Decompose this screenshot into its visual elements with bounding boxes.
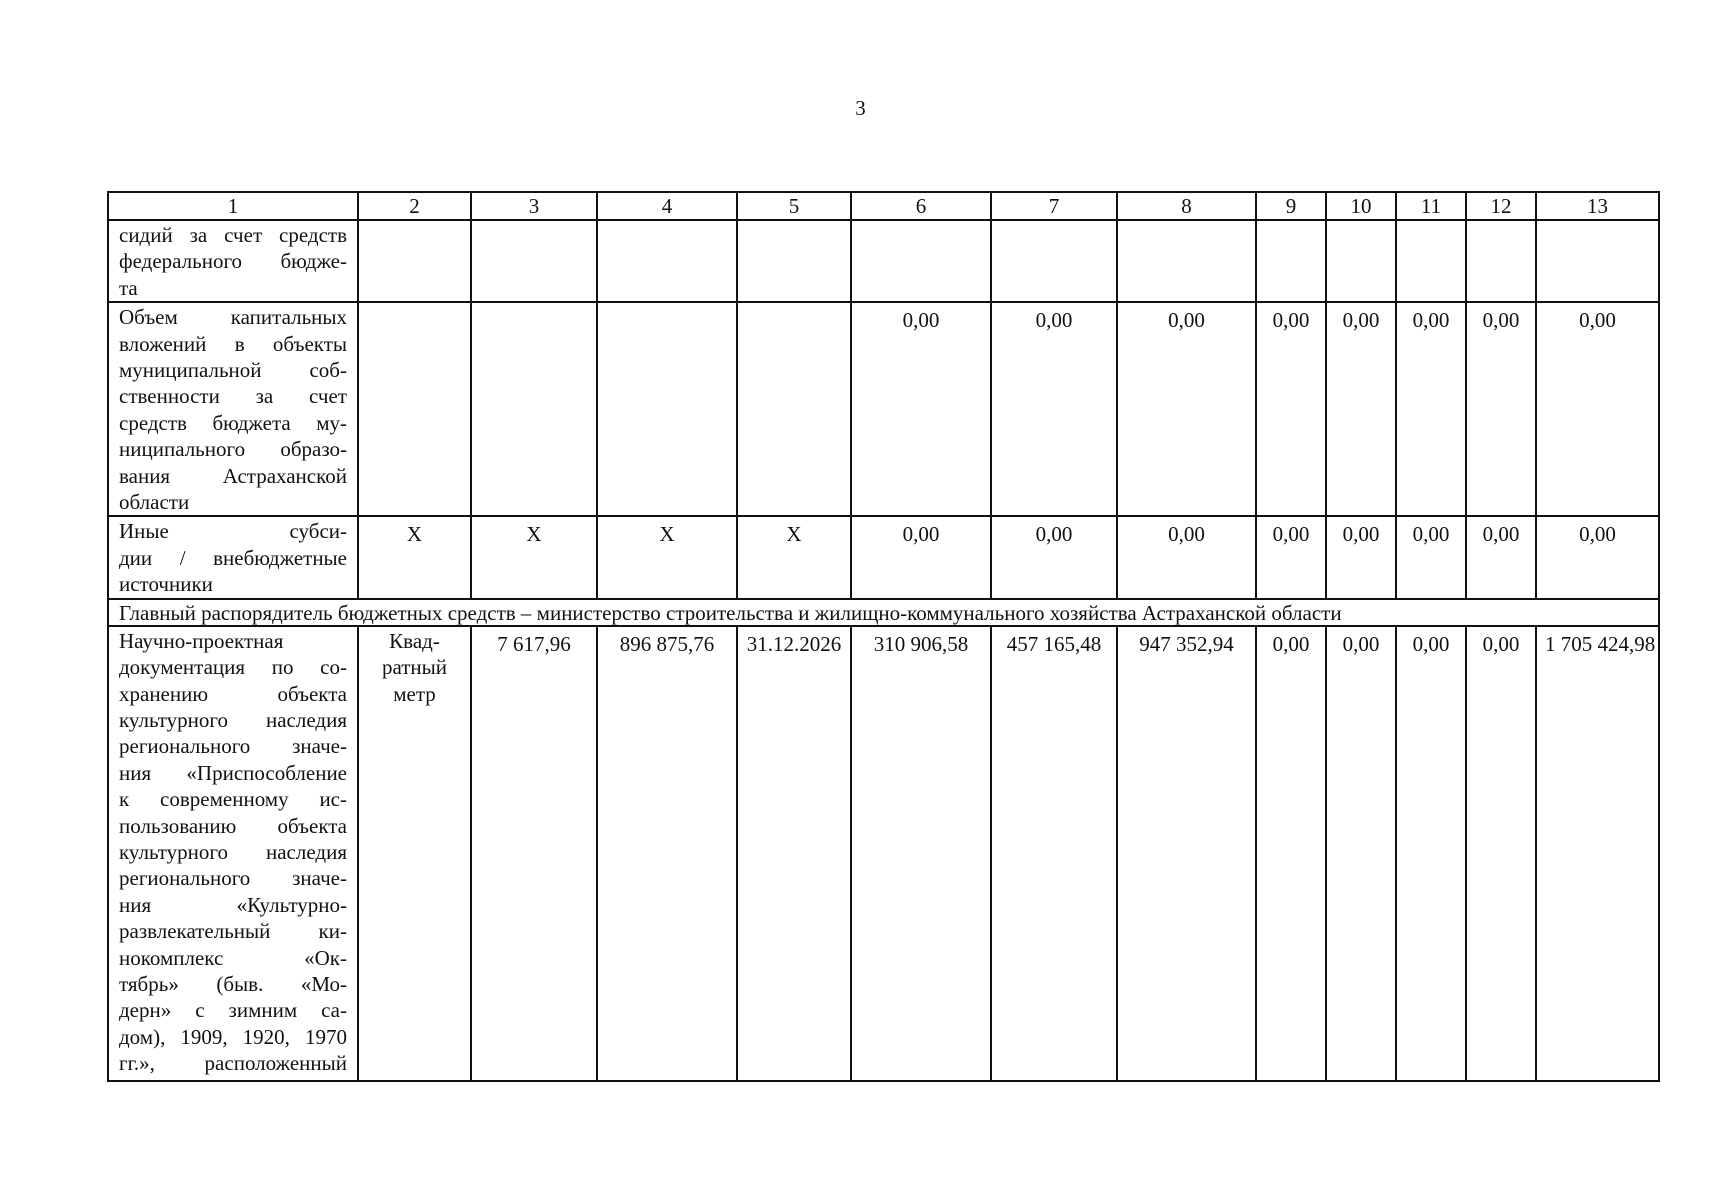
budget-table bbox=[107, 191, 1660, 1082]
name-line: Научно-проектная bbox=[119, 628, 284, 653]
header-cell: 7 bbox=[991, 192, 1117, 220]
empty-cell bbox=[737, 302, 851, 516]
name-line: нокомплекс «Ок- bbox=[119, 945, 347, 970]
value-cell: 0,00 bbox=[1466, 302, 1536, 516]
table-row-municipal bbox=[108, 302, 1659, 516]
header-cell: 12 bbox=[1466, 192, 1536, 220]
value-cell: 0,00 bbox=[1466, 626, 1536, 1081]
name-line: вложений в объекты bbox=[119, 331, 347, 356]
unit-line: ратный bbox=[381, 655, 448, 680]
name-line: ственности за счет bbox=[119, 384, 347, 409]
capacity-cell: 7 617,96 bbox=[471, 626, 597, 1081]
value-cell: 0,00 bbox=[1256, 302, 1326, 516]
empty-cell bbox=[1117, 220, 1256, 302]
value-cell: 0,00 bbox=[851, 516, 991, 598]
value-cell: 310 906,58 bbox=[851, 626, 991, 1081]
section-row bbox=[108, 599, 1659, 626]
header-row bbox=[108, 192, 1659, 220]
table-row-federal bbox=[108, 220, 1659, 302]
header-cell: 2 bbox=[358, 192, 471, 220]
value-cell: 0,00 bbox=[1396, 302, 1466, 516]
name-line: та bbox=[119, 275, 138, 300]
name-line: ния «Приспособление bbox=[119, 760, 347, 785]
name-line: ния «Культурно- bbox=[119, 892, 347, 917]
header-cell: 8 bbox=[1117, 192, 1256, 220]
unit-line: метр bbox=[393, 681, 436, 706]
empty-cell bbox=[1256, 220, 1326, 302]
value-cell: 0,00 bbox=[1117, 516, 1256, 598]
name-line: регионального значе- bbox=[119, 866, 347, 891]
name-line: области bbox=[119, 490, 190, 515]
table-row-project bbox=[108, 626, 1659, 1081]
name-line: регионального значе- bbox=[119, 734, 347, 759]
empty-cell bbox=[737, 220, 851, 302]
name-line: ниципального образо- bbox=[119, 437, 347, 462]
name-line: развлекательный ки- bbox=[119, 919, 347, 944]
name-line: дом), 1909, 1920, 1970 bbox=[119, 1024, 347, 1049]
header-cell: 6 bbox=[851, 192, 991, 220]
x-mark-cell: X bbox=[471, 516, 597, 598]
value-cell: 0,00 bbox=[1396, 516, 1466, 598]
total-cell: 1 705 424,98 bbox=[1536, 626, 1659, 1081]
x-mark-cell: X bbox=[358, 516, 471, 598]
name-line: тябрь» (быв. «Мо- bbox=[119, 971, 347, 996]
empty-cell bbox=[1326, 220, 1396, 302]
header-cell: 10 bbox=[1326, 192, 1396, 220]
name-line: средств бюджета му- bbox=[119, 410, 347, 435]
row-name-cell bbox=[108, 626, 358, 1081]
table-row-other bbox=[108, 516, 1659, 598]
empty-cell bbox=[358, 302, 471, 516]
name-line: хранению объекта bbox=[119, 681, 347, 706]
value-cell: 0,00 bbox=[1326, 302, 1396, 516]
empty-cell bbox=[1466, 220, 1536, 302]
value-cell: 0,00 bbox=[1466, 516, 1536, 598]
name-line: Объем капитальных bbox=[119, 305, 347, 330]
unit-line: Квад- bbox=[389, 628, 440, 653]
value-cell: 947 352,94 bbox=[1117, 626, 1256, 1081]
value-cell: 0,00 bbox=[991, 302, 1117, 516]
empty-cell bbox=[1536, 220, 1659, 302]
unit-cell bbox=[358, 626, 471, 1081]
value-cell: 0,00 bbox=[1256, 516, 1326, 598]
header-cell: 9 bbox=[1256, 192, 1326, 220]
header-cell: 13 bbox=[1536, 192, 1659, 220]
name-line: дерн» с зимним са- bbox=[119, 998, 347, 1023]
x-mark-cell: X bbox=[737, 516, 851, 598]
name-line: культурного наследия bbox=[119, 707, 347, 732]
name-line: Иные субси- bbox=[119, 519, 347, 544]
name-line: гг.», расположенный bbox=[119, 1051, 347, 1076]
row-name-cell bbox=[108, 516, 358, 598]
empty-cell bbox=[471, 302, 597, 516]
name-line: дии / внебюджетные bbox=[119, 545, 347, 570]
empty-cell bbox=[1396, 220, 1466, 302]
page-number: 3 bbox=[855, 96, 866, 120]
value-cell: 0,00 bbox=[851, 302, 991, 516]
value-cell: 0,00 bbox=[1536, 516, 1659, 598]
name-line: пользованию объекта bbox=[119, 813, 347, 838]
empty-cell bbox=[597, 220, 737, 302]
row-name-cell bbox=[108, 220, 358, 302]
name-line: документация по со- bbox=[119, 655, 347, 680]
section-heading: Главный распорядитель бюджетных средств – министерство строительства и жилищно-коммунального хозяйства Астраханской области bbox=[108, 599, 1659, 626]
name-line: источники bbox=[119, 572, 213, 597]
value-cell: 0,00 bbox=[1326, 626, 1396, 1081]
name-line: федерального бюдже- bbox=[119, 249, 347, 274]
empty-cell bbox=[597, 302, 737, 516]
value-cell: 0,00 bbox=[1117, 302, 1256, 516]
header-cell: 5 bbox=[737, 192, 851, 220]
value-cell: 0,00 bbox=[1326, 516, 1396, 598]
empty-cell bbox=[851, 220, 991, 302]
name-line: к современному ис- bbox=[119, 787, 347, 812]
header-cell: 4 bbox=[597, 192, 737, 220]
row-name-cell bbox=[108, 302, 358, 516]
empty-cell bbox=[471, 220, 597, 302]
completion-date-cell: 31.12.2026 bbox=[737, 626, 851, 1081]
header-cell: 3 bbox=[471, 192, 597, 220]
value-cell: 0,00 bbox=[991, 516, 1117, 598]
name-line: вания Астраханской bbox=[119, 463, 347, 488]
empty-cell bbox=[991, 220, 1117, 302]
name-line: культурного наследия bbox=[119, 839, 347, 864]
name-line: муниципальной соб- bbox=[119, 358, 347, 383]
empty-cell bbox=[358, 220, 471, 302]
estimated-cost-cell: 896 875,76 bbox=[597, 626, 737, 1081]
header-cell: 11 bbox=[1396, 192, 1466, 220]
name-line: сидий за счет средств bbox=[119, 223, 347, 247]
value-cell: 457 165,48 bbox=[991, 626, 1117, 1081]
value-cell: 0,00 bbox=[1396, 626, 1466, 1081]
value-cell: 0,00 bbox=[1256, 626, 1326, 1081]
header-cell: 1 bbox=[108, 192, 358, 220]
value-cell: 0,00 bbox=[1536, 302, 1659, 516]
x-mark-cell: X bbox=[597, 516, 737, 598]
